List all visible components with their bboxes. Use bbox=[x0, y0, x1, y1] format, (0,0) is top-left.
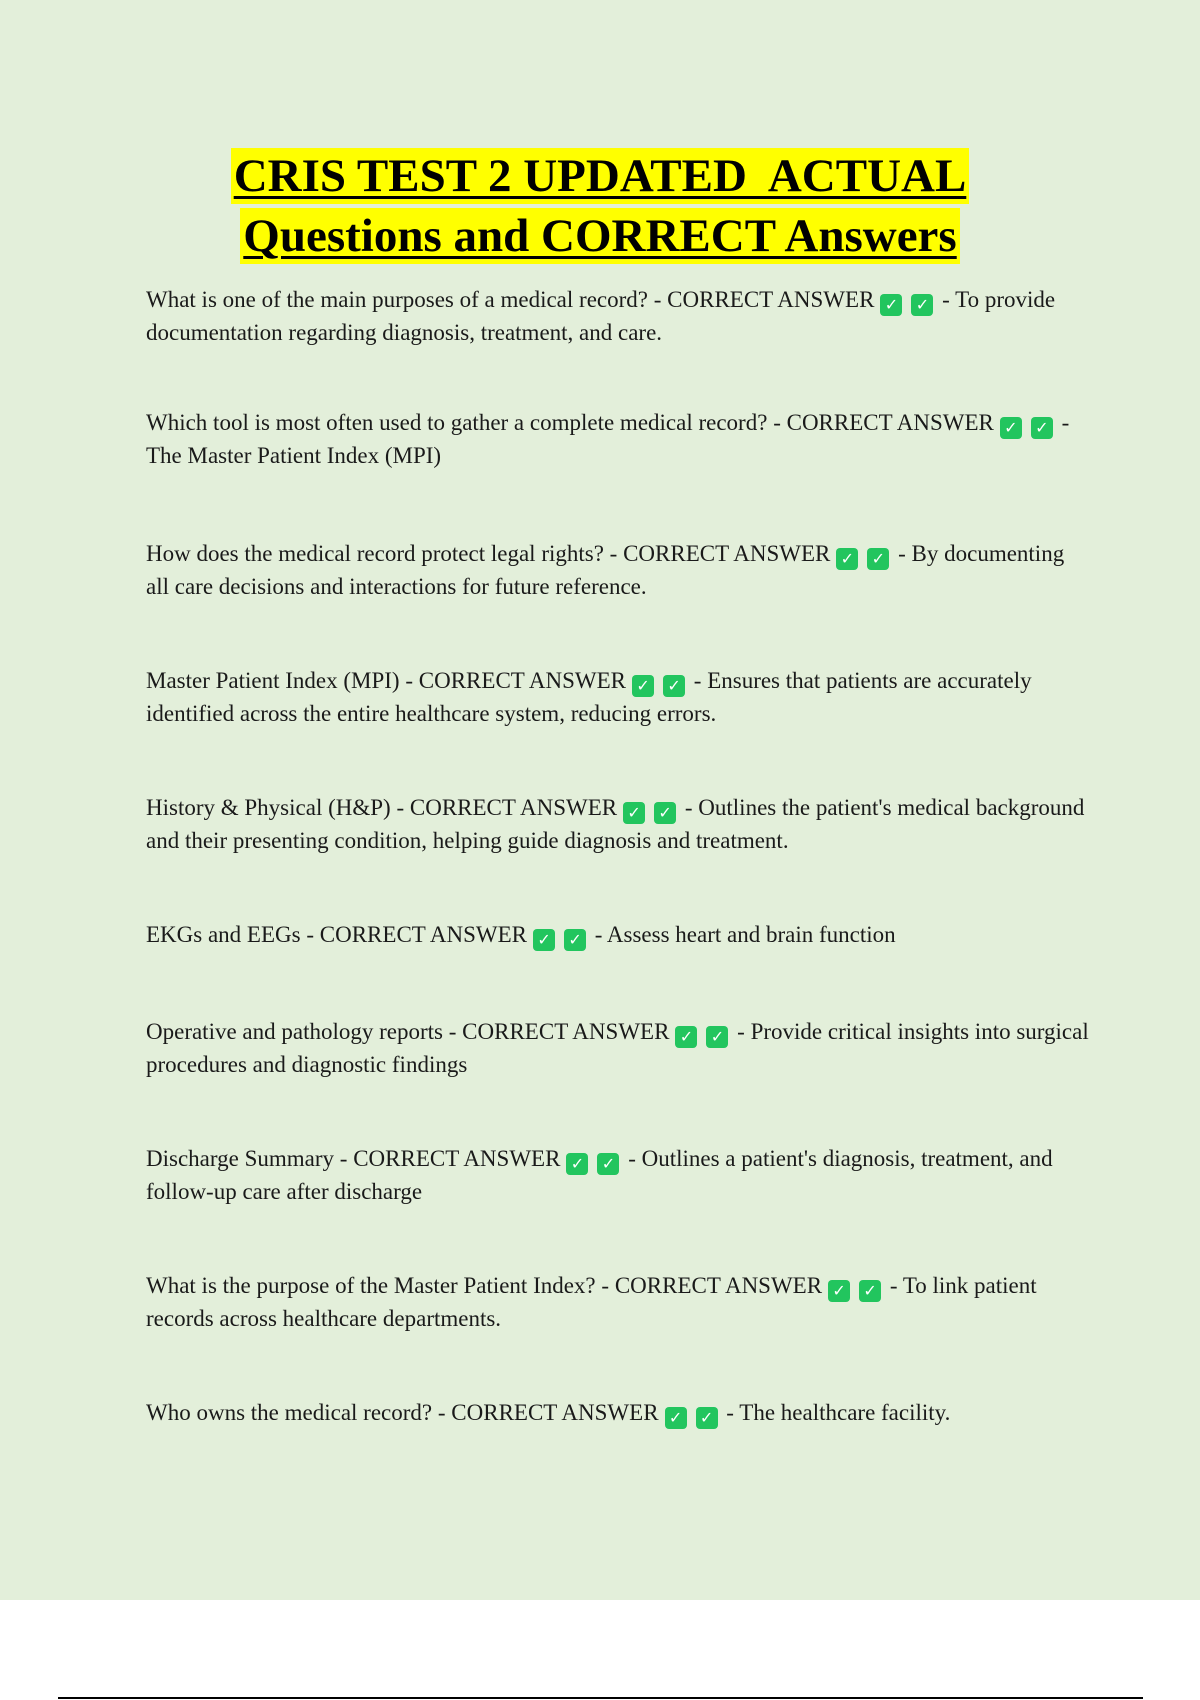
qa-entry: Operative and pathology reports - CORRECT ANSWER ✓ ✓ - Provide critical insights into surgical procedures and diagnostic findings bbox=[146, 1019, 1089, 1077]
correct-answer-label: CORRECT ANSWER bbox=[462, 1019, 670, 1044]
question-text: Which tool is most often used to gather a complete medical record? bbox=[146, 410, 768, 435]
correct-answer-label: CORRECT ANSWER bbox=[418, 668, 627, 693]
answer-text: To link patient records across healthcare departments. bbox=[146, 1273, 1037, 1331]
check-icon: ✓ bbox=[564, 929, 586, 951]
check-icon: ✓ bbox=[654, 802, 676, 824]
check-icon: ✓ bbox=[828, 1280, 850, 1302]
question-text: History & Physical (H&P) bbox=[146, 795, 391, 820]
qa-entry: What is the purpose of the Master Patient Index? - CORRECT ANSWER ✓ ✓ - To link patient records across healthcare departments. bbox=[146, 1273, 1037, 1331]
check-icon: ✓ bbox=[665, 1407, 687, 1429]
qa-entry: How does the medical record protect legal rights? - CORRECT ANSWER ✓ ✓ - By documenting all care decisions and interactions for future reference. bbox=[146, 541, 1065, 599]
question-text: What is one of the main purposes of a medical record? bbox=[146, 287, 648, 312]
check-icon: ✓ bbox=[632, 675, 654, 697]
qa-entry: Who owns the medical record? - CORRECT ANSWER ✓ ✓ - The healthcare facility. bbox=[146, 1400, 951, 1427]
check-icon: ✓ bbox=[1031, 417, 1053, 439]
check-icon: ✓ bbox=[675, 1026, 697, 1048]
check-icon: ✓ bbox=[623, 802, 645, 824]
check-icon: ✓ bbox=[663, 675, 685, 697]
qa-entry: What is one of the main purposes of a medical record? - CORRECT ANSWER ✓ ✓ - To provide documentation regarding diagnosis, treatment, and care. bbox=[146, 287, 1056, 345]
answer-text: Assess heart and brain function bbox=[606, 922, 896, 947]
answer-text: Provide critical insights into surgical procedures and diagnostic findings bbox=[146, 1019, 1089, 1077]
check-icon: ✓ bbox=[867, 548, 889, 570]
document-title bbox=[0, 148, 1200, 268]
question-text: What is the purpose of the Master Patient Index? bbox=[146, 1273, 596, 1298]
check-icon: ✓ bbox=[911, 294, 933, 316]
correct-answer-label: CORRECT ANSWER bbox=[409, 795, 618, 820]
check-icon: ✓ bbox=[533, 929, 555, 951]
answer-text: The healthcare facility. bbox=[739, 1400, 951, 1425]
answer-text: Outlines the patient's medical background and their presenting condition, helping guide diagnosis and treatment. bbox=[146, 795, 1085, 853]
correct-answer-label: CORRECT ANSWER bbox=[451, 1400, 659, 1425]
correct-answer-label: CORRECT ANSWER bbox=[786, 410, 994, 435]
question-text: How does the medical record protect legal rights? bbox=[146, 541, 604, 566]
check-icon: ✓ bbox=[696, 1407, 718, 1429]
question-text: Master Patient Index (MPI) bbox=[146, 668, 400, 693]
title-line-1: CRIS TEST 2 UPDATED ACTUAL bbox=[231, 148, 970, 204]
correct-answer-label: CORRECT ANSWER bbox=[319, 922, 528, 947]
check-icon: ✓ bbox=[706, 1026, 728, 1048]
check-icon: ✓ bbox=[1000, 417, 1022, 439]
answer-text: To provide documentation regarding diagnosis, treatment, and care. bbox=[146, 287, 1056, 345]
qa-entry: EKGs and EEGs - CORRECT ANSWER ✓ ✓ - Assess heart and brain function bbox=[146, 922, 896, 949]
answer-text: By documenting all care decisions and interactions for future reference. bbox=[146, 541, 1065, 599]
qa-entry: Which tool is most often used to gather a complete medical record? - CORRECT ANSWER ✓ ✓ - The Master Patient Index (MPI) bbox=[146, 410, 1070, 468]
check-icon: ✓ bbox=[880, 294, 902, 316]
answer-text: Outlines a patient's diagnosis, treatment, and follow-up care after discharge bbox=[146, 1146, 1053, 1204]
question-text: Operative and pathology reports bbox=[146, 1019, 443, 1044]
question-text: Who owns the medical record? bbox=[146, 1400, 433, 1425]
check-icon: ✓ bbox=[597, 1153, 619, 1175]
correct-answer-label: CORRECT ANSWER bbox=[353, 1146, 561, 1171]
correct-answer-label: CORRECT ANSWER bbox=[623, 541, 831, 566]
correct-answer-label: CORRECT ANSWER bbox=[667, 287, 875, 312]
correct-answer-label: CORRECT ANSWER bbox=[614, 1273, 823, 1298]
answer-text: Ensures that patients are accurately identified across the entire healthcare system, reducing errors. bbox=[146, 668, 1032, 726]
answer-text: The Master Patient Index (MPI) bbox=[146, 443, 442, 468]
qa-entry: Discharge Summary - CORRECT ANSWER ✓ ✓ - Outlines a patient's diagnosis, treatment, and follow-up care after discharge bbox=[146, 1146, 1053, 1204]
qa-entry: Master Patient Index (MPI) - CORRECT ANSWER ✓ ✓ - Ensures that patients are accurately identified across the entire healthcare system, reducing errors. bbox=[146, 668, 1032, 726]
check-icon: ✓ bbox=[836, 548, 858, 570]
question-text: EKGs and EEGs bbox=[146, 922, 301, 947]
footer-divider bbox=[58, 1697, 1143, 1699]
check-icon: ✓ bbox=[859, 1280, 881, 1302]
title-line-2: Questions and CORRECT Answers bbox=[240, 208, 959, 264]
qa-entry: History & Physical (H&P) - CORRECT ANSWER ✓ ✓ - Outlines the patient's medical background and their presenting condition, helping guide diagnosis and treatment. bbox=[146, 795, 1085, 853]
check-icon: ✓ bbox=[566, 1153, 588, 1175]
question-text: Discharge Summary bbox=[146, 1146, 335, 1171]
